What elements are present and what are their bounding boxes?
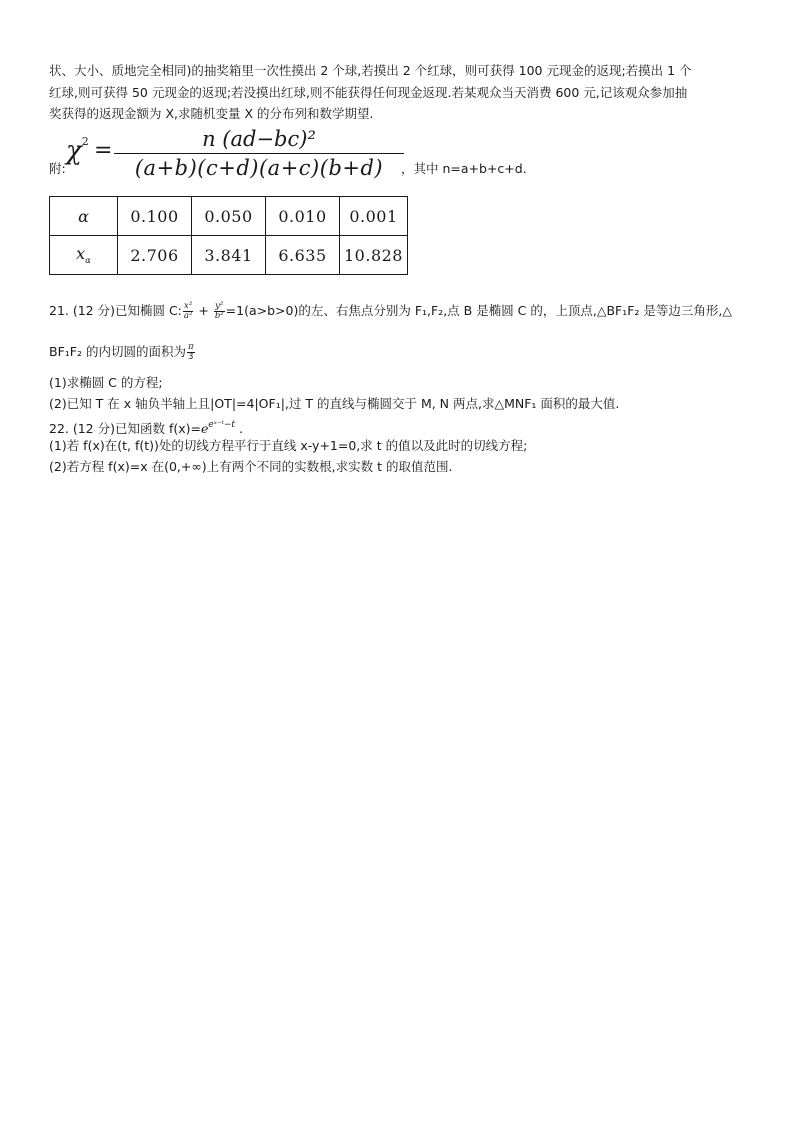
table-cell: 2.706: [118, 236, 192, 275]
table-row: [50, 236, 408, 275]
q22-part-2: (2)若方程 f(x)=x 在(0,+∞)上有两个不同的实数根,求实数 t 的取值范围.: [49, 459, 453, 474]
critical-value-table: [49, 196, 408, 275]
table-row: [50, 197, 408, 236]
q21-line-1: 21. (12 分)已知椭圆 C: $\frac{\text{x²}}{\text{a²}}$ + $\frac{\text{y²}}{\text{b²}}$ =1(a>b>0)的左、右焦点分别为 F₁,F₂,点 B 是椭圆 C 的，上顶点,△BF₁F₂ 是等边三角形,△: [49, 301, 732, 321]
q21-part-1: (1)求椭圆 C 的方程;: [49, 375, 163, 390]
q22-part-1: (1)若 f(x)在(t, f(t))处的切线方程平行于直线 x-y+1=0,求 t 的值以及此时的切线方程;: [49, 438, 528, 453]
formula-tail: ，其中 n=a+b+c+d.: [401, 161, 527, 176]
formula-lead: 附:: [49, 161, 66, 176]
formula-numerator: n (ad−bc)²: [202, 127, 316, 151]
formula-denominator: (a+b)(c+d)(a+c)(b+d): [134, 156, 384, 180]
chi-square-formula: [66, 126, 406, 182]
q20-text-line-2: 红球,则可获得 50 元现金的返现;若没摸出红球,则不能获得任何现金返现.若某观众当天消费 600 元,记该观众参加抽: [49, 85, 688, 100]
table-cell: 6.635: [266, 236, 340, 275]
pi-third-fraction: $\frac{\pi}{3}$: [187, 342, 194, 362]
table-header-x: $x_\alpha$: [50, 236, 118, 275]
fraction-bar: [114, 153, 404, 154]
table-cell: 3.841: [192, 236, 266, 275]
table-cell: 10.828: [340, 236, 408, 275]
table-cell: 0.010: [266, 197, 340, 236]
ellipse-y-fraction: $\frac{\text{y²}}{\text{b²}}$: [214, 301, 224, 321]
q21-part-2: (2)已知 T 在 x 轴负半轴上且|OT|=4|OF₁|,过 T 的直线与椭圆交于 M, N 两点,求△MNF₁ 面积的最大值.: [49, 396, 620, 411]
q20-text-line-3: 奖获得的返现金额为 X,求随机变量 X 的分布列和数学期望.: [49, 106, 374, 121]
formula-equals: =: [94, 138, 113, 163]
table-cell: 0.001: [340, 197, 408, 236]
chi-symbol: $\chi^2$: [66, 135, 89, 166]
q20-text-line-1: 状、大小、质地完全相同)的抽奖箱里一次性摸出 2 个球,若摸出 2 个红球，则可获得 100 元现金的返现;若摸出 1 个: [49, 63, 692, 78]
q22-exponent: eˣ⁻ᵗ−t: [208, 420, 236, 430]
q22-line-1: 22. (12 分)已知函数 $f(x)=e^{eˣ^-ᵗ-t}$ .: [49, 420, 243, 436]
table-cell: 0.100: [118, 197, 192, 236]
formula-fraction: [114, 126, 404, 181]
table-cell: 0.050: [192, 197, 266, 236]
q21-line-2: BF₁F₂ 的内切圆的面积为 $\frac{\pi}{3}$: [49, 342, 194, 362]
table-header-alpha: α: [50, 197, 118, 236]
ellipse-x-fraction: $\frac{\text{x²}}{\text{a²}}$: [183, 301, 193, 321]
